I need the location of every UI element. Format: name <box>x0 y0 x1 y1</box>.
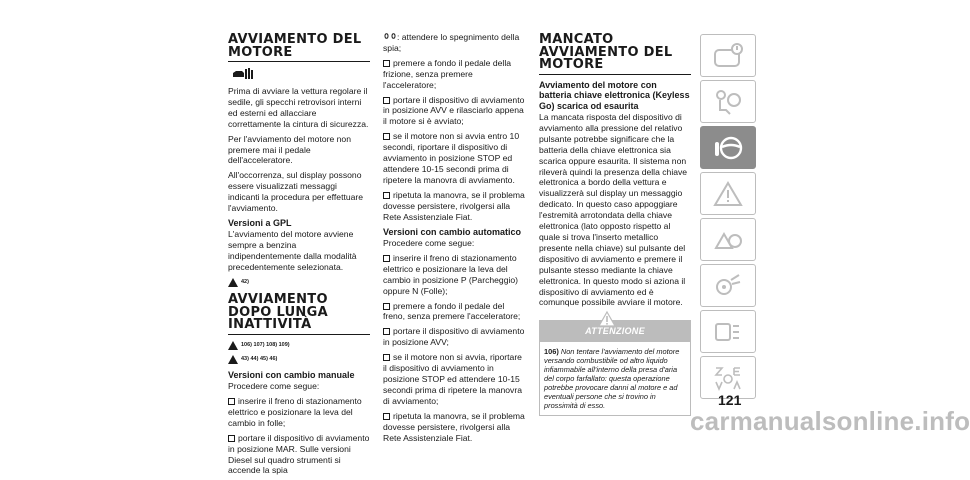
warning-ref-row <box>228 340 370 352</box>
starting-driving-icon <box>712 134 744 162</box>
display-paragraph: All'occorrenza, sul display possono essere visualizzati messaggi indicanti la procedura per effettuare l'avviamento. <box>228 170 364 214</box>
bullet-square-icon <box>383 303 390 310</box>
bullet-item: premere a fondo il pedale del freno, senza premere l'acceleratore; <box>383 300 521 322</box>
bullet-item: inserire il freno di stazionamento elettrico e posizionare la leva del cambio in posizione P (Parcheggio) oppure N (Folle); <box>383 252 519 296</box>
bullet-item: portare il dispositivo di avviamento in posizione MAR. Sulle versioni Diesel sul quadro strumenti si accende la spia <box>228 432 370 476</box>
watermark: carmanualsonline.info <box>690 406 970 436</box>
warning-triangle-icon <box>712 180 744 208</box>
bullet-item: portare il dispositivo di avviamento in posizione AVV e rilasciarlo appena il motore si è avviato; <box>383 94 525 127</box>
chapter-tab-dashboard[interactable] <box>700 34 756 77</box>
caution-refs: 43) 44) 45) 46) <box>241 356 278 363</box>
bullet-square-icon <box>383 328 390 335</box>
bullet-square-icon <box>228 435 235 442</box>
attention-body <box>539 342 691 416</box>
bullet-item: se il motore non si avvia, riportare il dispositivo di avviamento in posizione STOP ed attendere 10-15 secondi prima di ripetere la manovra di avviamento; <box>383 352 522 406</box>
bullet-square-icon <box>383 354 390 361</box>
bullet-square-icon <box>383 97 390 104</box>
section-title-inattivita: AVVIAMENTO DOPO LUNGA INATTIVITÀ <box>228 294 370 335</box>
chapter-tab-starting[interactable] <box>700 126 756 169</box>
chapter-tab-safety[interactable] <box>700 80 756 123</box>
technical-data-icon <box>712 318 744 346</box>
chapter-sidebar <box>700 34 756 402</box>
engine-badge-icon <box>230 67 370 81</box>
maintenance-icon <box>712 272 744 300</box>
attention-box <box>539 320 691 416</box>
page-number: 121 <box>718 392 742 408</box>
attention-number: 106) <box>544 347 559 357</box>
warning-triangle-icon <box>598 311 616 327</box>
gpl-ref-row <box>228 276 370 288</box>
bullet-square-icon <box>383 255 390 262</box>
warning-refs: 106) 107) 108) 109) <box>241 342 290 349</box>
chapter-tab-emergency[interactable] <box>700 218 756 261</box>
index-icon <box>712 364 744 392</box>
attention-text: Non tentare l'avviamento del motore versando combustibile od altro liquido infiammabile all'interno della presa d'aria del corpo farfallato: questa operazione potrebbe provocare danni al motore e ad eventuali persone che si trovino in prossimità di esso. <box>544 347 680 411</box>
caution-icon <box>228 355 238 364</box>
warning-icon <box>228 341 238 350</box>
accelerator-paragraph: Per l'avviamento del motore non premere mai il pedale dell'acceleratore. <box>228 133 351 166</box>
glow-plug-icon <box>383 32 397 40</box>
intro-paragraph: Prima di avviare la vettura regolare il sedile, gli specchi retrovisori interni ed esterni ed allacciare correttamente la cintura di sicurezza. <box>228 86 369 129</box>
keyless-heading: Avviamento del motore con batteria chiave elettronica (Keyless Go) scarica od esaurita <box>539 79 690 111</box>
gpl-ref: 42) <box>241 278 249 285</box>
gpl-text: L'avviamento del motore avviene sempre a benzina indipendentemente dalla modalità precedentemente selezionata. <box>228 229 357 273</box>
chapter-tab-maintenance[interactable] <box>700 264 756 307</box>
chapter-tab-technical[interactable] <box>700 310 756 353</box>
gpl-heading: Versioni a GPL <box>228 217 292 228</box>
safety-airbag-icon <box>712 88 744 116</box>
auto-intro: Procedere come segue: <box>383 238 475 248</box>
caution-ref-row <box>228 354 370 366</box>
bullet-item: ripetuta la manovra, se il problema dovesse persistere, rivolgersi alla Rete Assistenziale Fiat. <box>383 410 525 443</box>
manual-heading: Versioni con cambio manuale <box>228 369 355 380</box>
bullet-square-icon <box>383 133 390 140</box>
column-2 <box>383 32 527 447</box>
dashboard-info-icon <box>712 42 744 70</box>
bullet-square-icon <box>383 60 390 67</box>
chapter-tab-warnings[interactable] <box>700 172 756 215</box>
keyless-text: La mancata risposta del dispositivo di avviamento alla pressione del relativo pulsante potrebbe significare che la batteria della chiave elettronica sia scarica oppure esaurita. Il sistema non rileverà quindi la presenza della chiave elettronica a bordo della vettura e visualizzerà sul display un messaggio dedicato. In questo caso appoggiare l'estremità arrotondata della chiave elettronica (lato opposto rispetto al quale si trova l'inserto metallico presente nella chiave) sul pulsante del dispositivo di avviamento e premere il pulsante stesso mediante la chiave elettronica. In questo modo si aziona il dispositivo di avviamento ed è comunque possibile avviare il motore. <box>539 112 688 308</box>
bullet-item: se il motore non si avvia entro 10 secondi, riportare il dispositivo di avviamento in posizione STOP ed attendere 10-15 secondi prima di ripetere la manovra di avviamento. <box>383 131 520 185</box>
section-title-mancato: MANCATO AVVIAMENTO DEL MOTORE <box>539 34 691 75</box>
bullet-square-icon <box>383 413 390 420</box>
column-3 <box>539 34 691 416</box>
bullet-square-icon <box>383 192 390 199</box>
bullet-item: ripetuta la manovra, se il problema dovesse persistere, rivolgersi alla Rete Assistenziale Fiat. <box>383 189 525 222</box>
attention-header <box>539 320 691 342</box>
caution-icon <box>228 278 238 287</box>
glow-plug-line: : attendere lo spegnimento della spia; <box>383 32 520 53</box>
emergency-icon <box>712 226 744 254</box>
attention-title: ATTENZIONE <box>585 325 645 336</box>
bullet-item: premere a fondo il pedale della frizione, senza premere l'acceleratore; <box>383 57 512 90</box>
auto-heading: Versioni con cambio automatico <box>383 226 522 237</box>
bullet-item: portare il dispositivo di avviamento in posizione AVV; <box>383 326 525 348</box>
manual-intro: Procedere come segue: <box>228 381 320 392</box>
bullet-square-icon <box>228 398 235 405</box>
section-title-avviamento: AVVIAMENTO DEL MOTORE <box>228 34 370 62</box>
bullet-item: inserire il freno di stazionamento elettrico e posizionare la leva del cambio in folle; <box>228 396 362 428</box>
column-1 <box>228 34 370 480</box>
